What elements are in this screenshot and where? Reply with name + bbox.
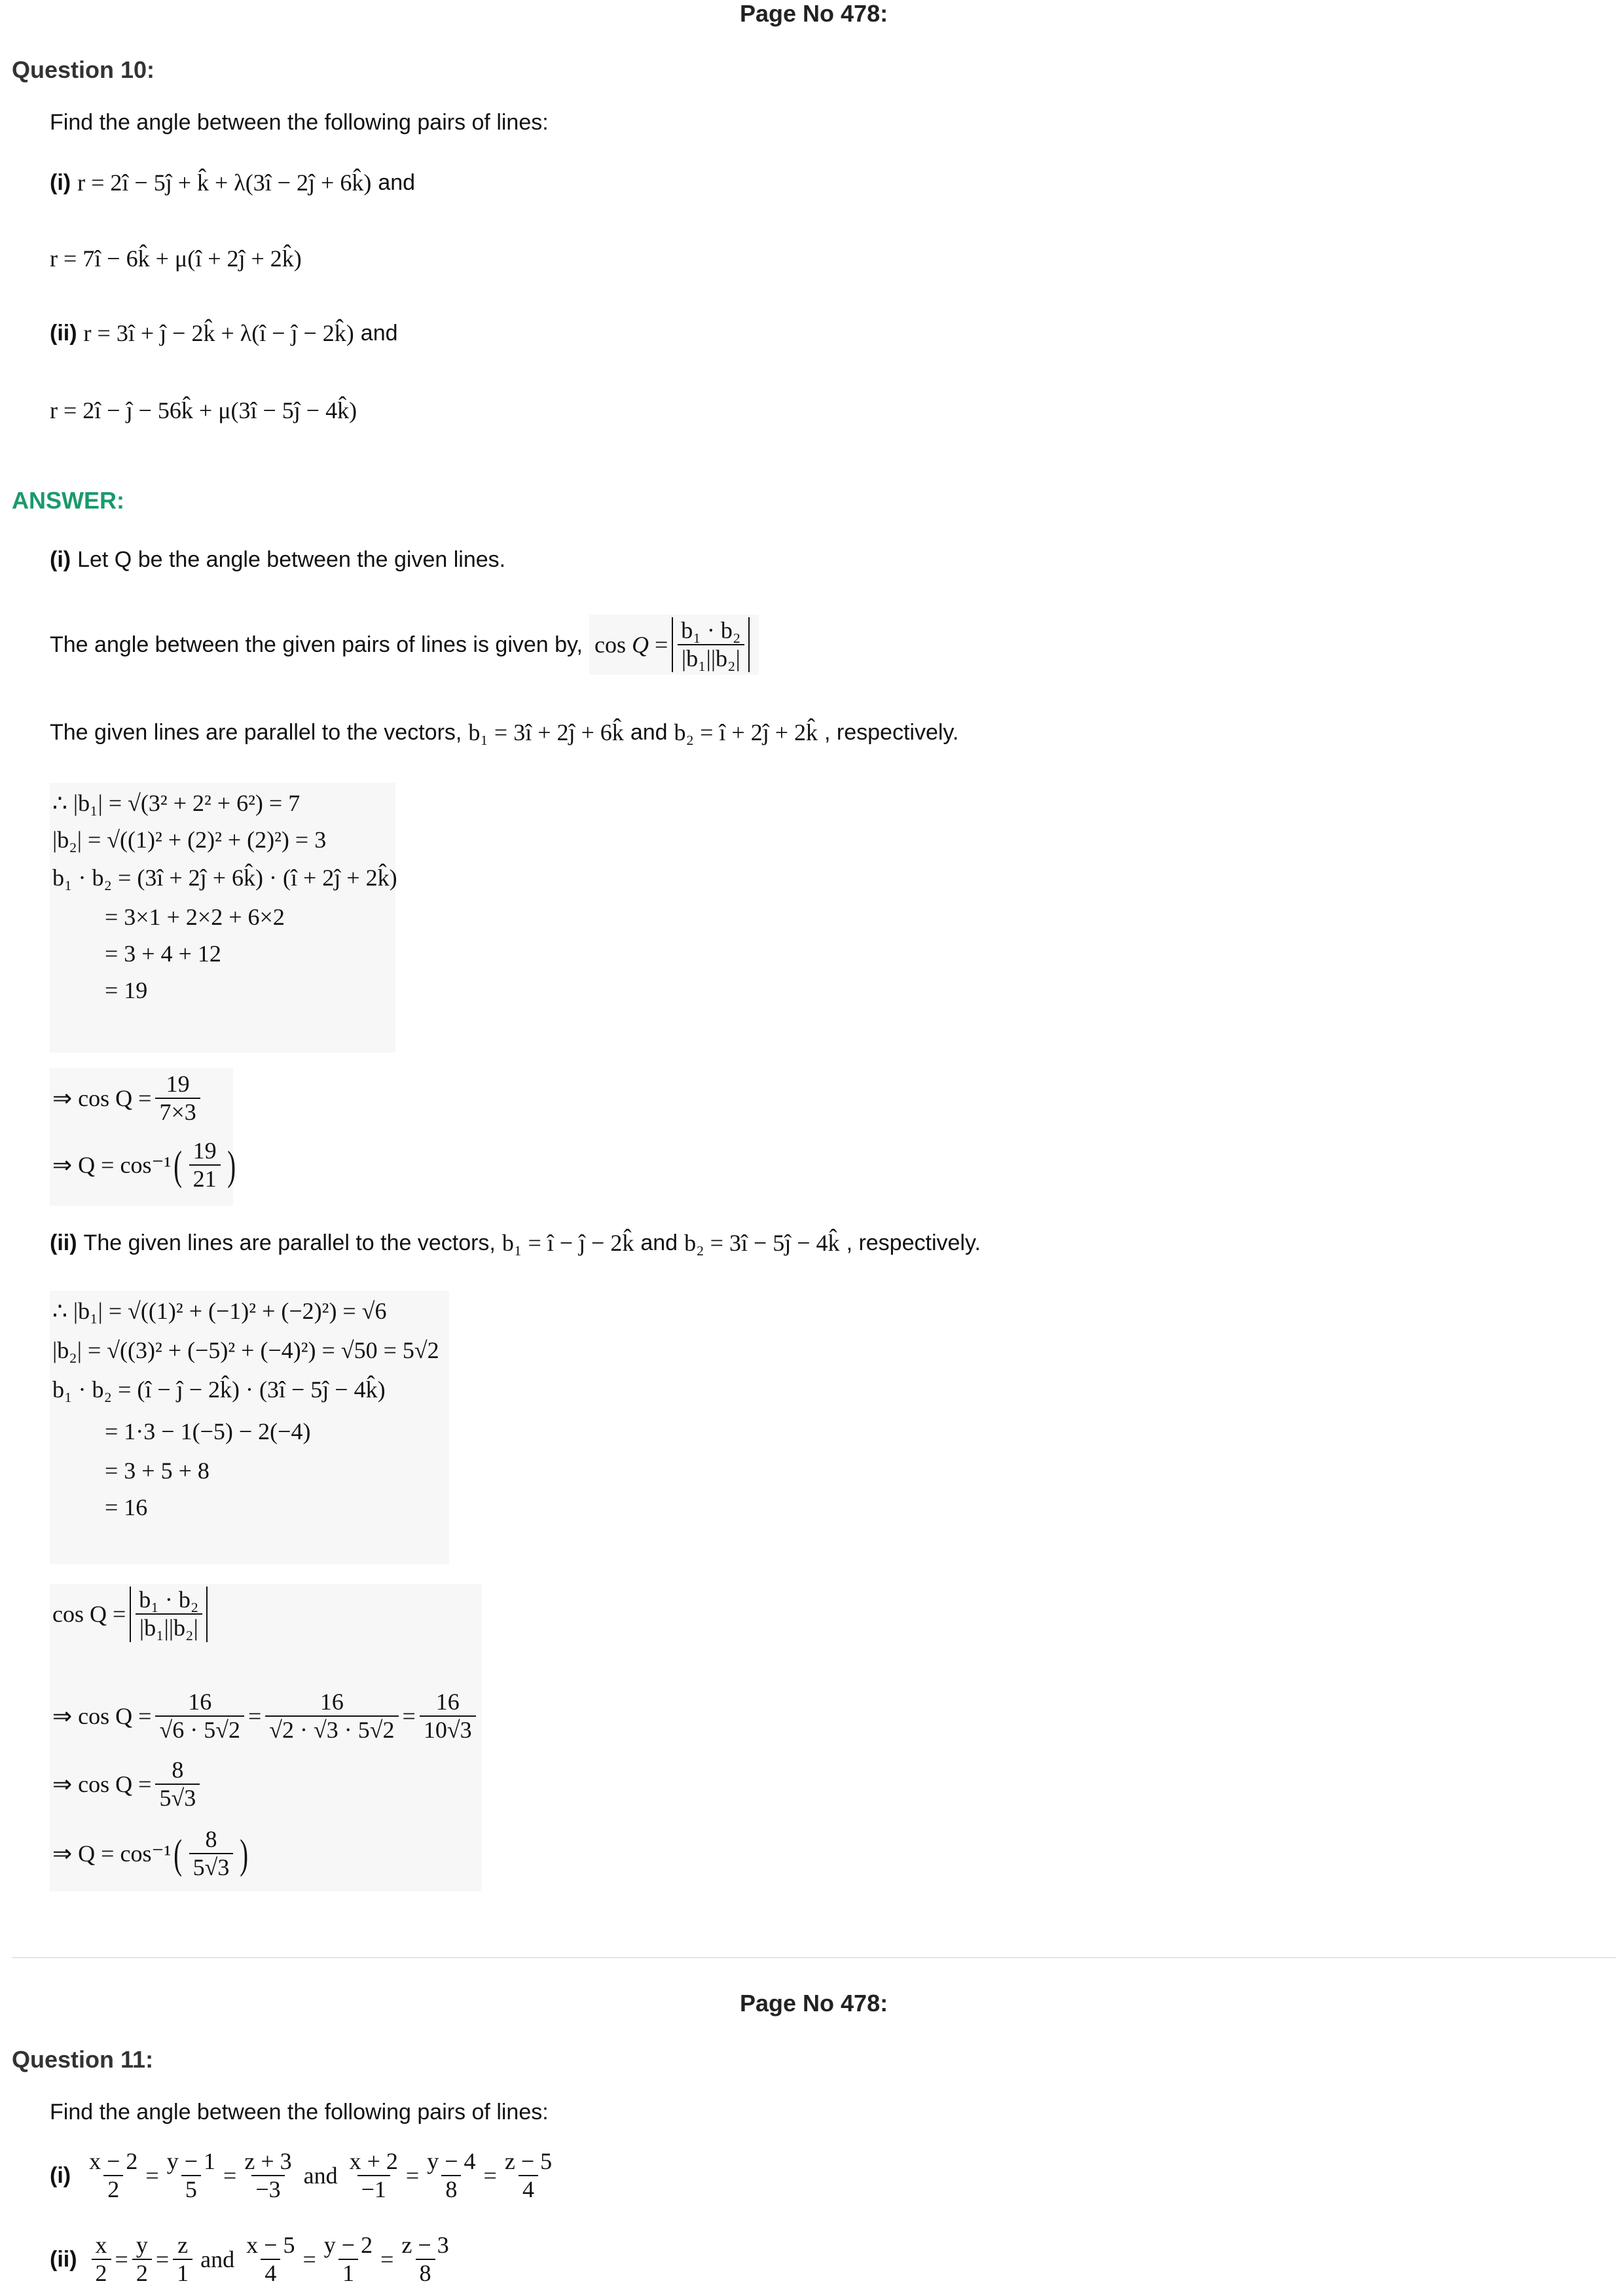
frac-den: 4 xyxy=(519,2175,538,2203)
result-fraction xyxy=(155,1071,200,1126)
result-fraction xyxy=(155,1689,244,1744)
symmetric-eq-2: $\frac{x + 2}{-1}$ = $\frac{y - 4}{8}$ = $\frac{z - 5}{4}$ xyxy=(342,2148,560,2204)
q11-part-i xyxy=(50,2148,560,2204)
step-line: |b₂| = √((1)² + (2)² + (2)²) = 3 xyxy=(52,827,327,853)
b1-vector: b₁ = î − ĵ − 2k̂ xyxy=(501,1230,634,1256)
step-line: = 3 + 5 + 8 xyxy=(105,1458,210,1484)
intro-text: Let Q be the angle between the given lines. xyxy=(77,547,506,572)
cos-formula xyxy=(589,615,759,675)
equation: r = 3î + ĵ − 2k̂ + λ(î − ĵ − 2k̂) xyxy=(83,320,354,346)
q11-part-ii xyxy=(50,2232,457,2287)
frac-num: 19 xyxy=(192,1138,217,1164)
respectively-text: , respectively. xyxy=(824,719,959,745)
result-fraction xyxy=(265,1689,398,1744)
step-line: = 3 + 4 + 12 xyxy=(105,941,221,967)
frac-num: 8 xyxy=(205,1826,217,1852)
frac-den: √6 · 5√2 xyxy=(155,1715,244,1744)
result-line xyxy=(52,1071,204,1126)
result-line xyxy=(52,1757,204,1812)
part-label: (ii) xyxy=(50,2246,77,2272)
frac-den: 5√3 xyxy=(155,1784,200,1812)
q10-part-i xyxy=(50,169,415,196)
result-lhs: ⇒ cos Q = xyxy=(52,1085,152,1112)
frac-num: 16 xyxy=(435,1689,460,1715)
frac-num: y − 1 xyxy=(166,2148,216,2174)
steps-i-block xyxy=(50,783,395,1052)
frac-num: z + 3 xyxy=(244,2148,292,2174)
b1-vector: b₁ = 3î + 2ĵ + 6k̂ xyxy=(468,719,624,745)
frac-den: 1 xyxy=(338,2259,358,2287)
and-word: and xyxy=(303,2162,338,2189)
result-line xyxy=(52,1587,211,1642)
parallel-vectors-i xyxy=(50,719,958,746)
part-label: (i) xyxy=(50,547,71,572)
cos-fraction xyxy=(672,617,750,673)
cos-num: b₁ · b₂ xyxy=(139,1587,199,1613)
frac-den: √2 · √3 · 5√2 xyxy=(265,1715,398,1744)
frac-den: 5 xyxy=(181,2175,201,2203)
frac-den: 8 xyxy=(416,2259,435,2287)
cos-label: cos Q = xyxy=(52,1601,126,1628)
steps-ii-block xyxy=(50,1291,449,1564)
step-line: = 16 xyxy=(105,1494,148,1520)
frac-num: x − 2 xyxy=(89,2148,138,2174)
frac-den: −3 xyxy=(251,2175,284,2203)
respectively-text: , respectively. xyxy=(846,1230,981,1255)
b2-vector: b₂ = î + 2ĵ + 2k̂ xyxy=(674,719,818,745)
symmetric-eq-1: $\frac{x - 2}{2}$ = $\frac{y - 1}{5}$ = $\frac{z + 3}{-3}$ xyxy=(81,2148,300,2204)
frac-den: 5√3 xyxy=(189,1853,234,1881)
question-11-prompt: Find the angle between the following pairs of lines: xyxy=(50,2100,549,2125)
q10-part-ii xyxy=(50,319,398,347)
cos-den: |b₁||b₂| xyxy=(678,644,744,672)
frac-den: 2 xyxy=(103,2175,123,2203)
and-word: and xyxy=(640,1230,678,1255)
frac-num: y − 2 xyxy=(323,2232,373,2258)
part-label: (i) xyxy=(50,170,71,195)
parallel-text: The given lines are parallel to the vectors, xyxy=(50,719,462,745)
result-fraction xyxy=(189,1138,221,1193)
frac-num: z xyxy=(177,2232,189,2258)
parallel-text: The given lines are parallel to the vectors, xyxy=(83,1230,496,1255)
step-line: ∴ |b₁| = √(3² + 2² + 6²) = 7 xyxy=(52,790,301,816)
question-10-prompt: Find the angle between the following pairs of lines: xyxy=(50,110,549,135)
q10-part-i-line2: r = 7î − 6k̂ + μ(î + 2ĵ + 2k̂) xyxy=(50,245,302,272)
frac-num: z − 5 xyxy=(504,2148,553,2174)
frac-den: 21 xyxy=(189,1164,221,1193)
part-label: (ii) xyxy=(50,320,77,346)
frac-num: y xyxy=(136,2232,148,2258)
step-line: ∴ |b₁| = √((1)² + (−1)² + (−2)²) = √6 xyxy=(52,1298,387,1324)
equals: = xyxy=(402,1703,416,1730)
part-label: (i) xyxy=(50,2162,71,2188)
step-line: b₁ · b₂ = (î − ĵ − 2k̂) · (3î − 5ĵ − 4k̂) xyxy=(52,1376,386,1403)
angle-formula-row xyxy=(50,599,759,691)
cos-den: |b₁||b₂| xyxy=(136,1613,202,1641)
step-line: = 19 xyxy=(105,977,148,1003)
and-word: and xyxy=(360,320,398,346)
question-10-heading: Question 10: xyxy=(12,56,155,83)
page-number-header: Page No 478: xyxy=(740,0,888,27)
result-lhs: ⇒ Q = cos⁻¹ xyxy=(52,1152,172,1179)
result-i-block xyxy=(50,1068,236,1206)
result-fraction xyxy=(189,1826,234,1882)
result-lhs: ⇒ cos Q = xyxy=(52,1771,152,1798)
frac-den: −1 xyxy=(357,2175,390,2203)
and-word: and xyxy=(200,2246,235,2273)
frac-num: x xyxy=(95,2232,107,2258)
frac-num: x + 2 xyxy=(349,2148,398,2174)
frac-num: x − 5 xyxy=(246,2232,295,2258)
paren-left: ( xyxy=(173,1141,183,1189)
frac-den: 2 xyxy=(92,2259,111,2287)
result-fraction xyxy=(420,1689,476,1744)
frac-den: 2 xyxy=(132,2259,152,2287)
and-word: and xyxy=(630,719,668,745)
answer-heading: ANSWER: xyxy=(12,487,124,514)
frac-num: 16 xyxy=(188,1689,212,1715)
formula-text: The angle between the given pairs of lines is given by, xyxy=(50,632,583,657)
result-line xyxy=(52,1826,251,1882)
question-11-heading: Question 11: xyxy=(12,2046,154,2073)
symmetric-eq-2: $\frac{x - 5}{4}$ = $\frac{y - 2}{1}$ = $\frac{z - 3}{8}$ xyxy=(238,2232,457,2287)
page-number-header: Page No 478: xyxy=(740,1990,888,2017)
q10-part-ii-line2: r = 2î − ĵ − 56k̂ + μ(3î − 5ĵ − 4k̂) xyxy=(50,397,357,423)
symmetric-eq-1: $\frac{x}{2}$ = $\frac{y}{2}$ = $\frac{z}{1}$ xyxy=(88,2232,197,2287)
step-line: b₁ · b₂ = (3î + 2ĵ + 6k̂) · (î + 2ĵ + 2k̂) xyxy=(52,865,397,891)
result-ii-block xyxy=(50,1584,482,1892)
frac-num: 19 xyxy=(166,1071,190,1097)
result-line xyxy=(52,1689,480,1744)
cos-fraction xyxy=(130,1587,208,1642)
frac-den: 1 xyxy=(173,2259,192,2287)
result-lhs: ⇒ cos Q = xyxy=(52,1703,152,1730)
step-line: |b₂| = √((3)² + (−5)² + (−4)²) = √50 = 5√2 xyxy=(52,1337,439,1363)
b2-vector: b₂ = 3î − 5ĵ − 4k̂ xyxy=(684,1230,840,1256)
and-word: and xyxy=(378,170,416,195)
equals: = xyxy=(247,1703,262,1730)
frac-num: y − 4 xyxy=(427,2148,476,2174)
cos-label: cos Q = xyxy=(594,632,668,658)
step-line: = 3×1 + 2×2 + 6×2 xyxy=(105,904,285,930)
frac-den: 7×3 xyxy=(155,1098,200,1126)
paren-right: ) xyxy=(240,1830,249,1877)
parallel-vectors-ii xyxy=(50,1229,981,1257)
frac-num: 8 xyxy=(172,1757,184,1783)
part-label: (ii) xyxy=(50,1230,77,1255)
frac-den: 8 xyxy=(441,2175,461,2203)
step-line: = 1·3 − 1(−5) − 2(−4) xyxy=(105,1418,311,1444)
result-line xyxy=(52,1138,238,1193)
cos-num: b₁ · b₂ xyxy=(681,617,741,643)
answer-i-intro xyxy=(50,547,505,573)
paren-right: ) xyxy=(227,1141,236,1189)
result-lhs: ⇒ Q = cos⁻¹ xyxy=(52,1840,172,1867)
frac-num: 16 xyxy=(319,1689,344,1715)
frac-den: 4 xyxy=(261,2259,280,2287)
frac-num: z − 3 xyxy=(401,2232,449,2258)
paren-left: ( xyxy=(173,1830,183,1877)
equation: r = 2î − 5ĵ + k̂ + λ(3î − 2ĵ + 6k̂) xyxy=(77,170,372,196)
question-divider xyxy=(12,1957,1616,1958)
result-fraction xyxy=(155,1757,200,1812)
frac-den: 10√3 xyxy=(420,1715,476,1744)
